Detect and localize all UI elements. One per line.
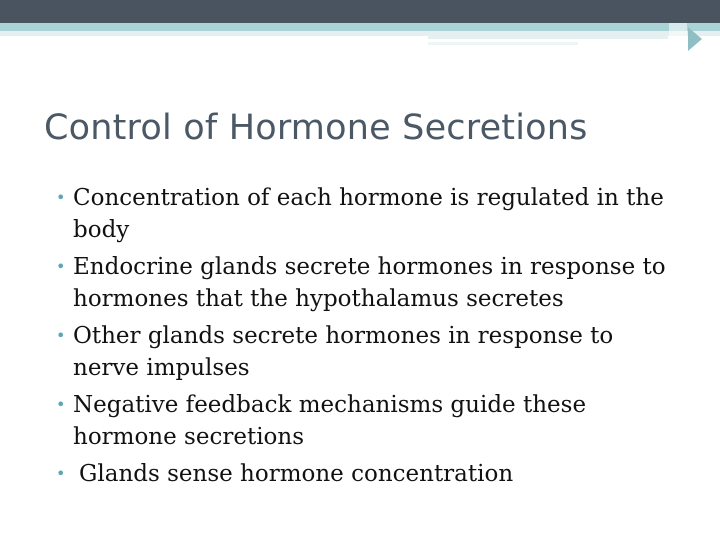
header-teal-bar [0,23,720,31]
bullet-item [56,389,686,453]
header-accent-strip [428,36,668,39]
bullet-icon: • [56,188,66,207]
chevron-right-icon [688,27,702,51]
bullet-icon: • [56,395,66,414]
header-chevron-gap [669,23,687,45]
bullet-item [56,182,686,246]
bullet-item [56,320,686,384]
bullet-icon: • [56,464,66,483]
bullet-text: Concentration of each hormone is regulated in the body [73,185,664,243]
bullet-list [56,182,686,495]
bullet-item [56,458,686,490]
bullet-item [56,251,686,315]
bullet-text: Endocrine glands secrete hormones in response to hormones that the hypothalamus secretes [73,254,666,312]
bullet-text: Other glands secrete hormones in response to nerve impulses [73,323,614,381]
slide-title: Control of Hormone Secretions [44,108,588,148]
header-dark-bar [0,0,720,23]
bullet-icon: • [56,326,66,345]
bullet-text: Glands sense hormone concentration [79,461,514,487]
bullet-text: Negative feedback mechanisms guide these hormone secretions [73,392,587,450]
bullet-icon: • [56,257,66,276]
header-accent-strip-short [428,42,578,45]
